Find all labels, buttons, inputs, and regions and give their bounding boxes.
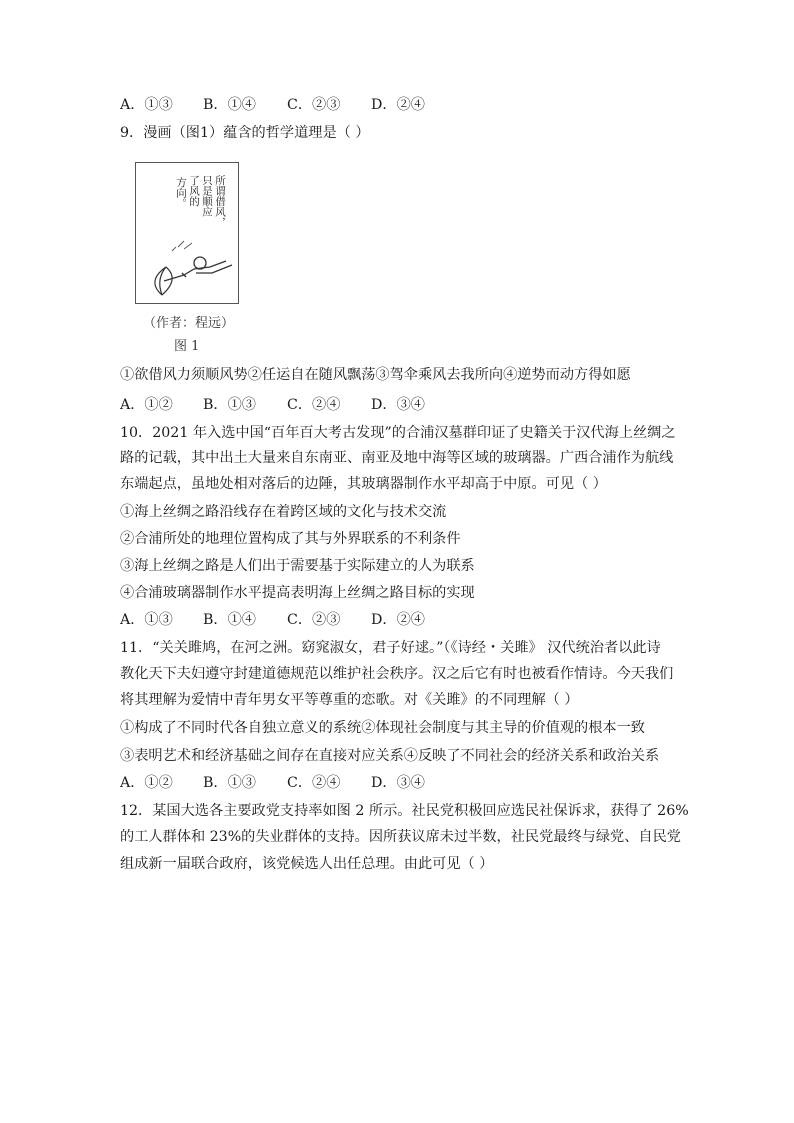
flying-person-icon — [182, 257, 232, 277]
option-d: D．③④ — [371, 775, 425, 791]
option-b: B．①③ — [203, 775, 256, 791]
option-d: D．②④ — [371, 97, 425, 113]
option-c: C．②③ — [287, 612, 341, 628]
option-d: D．②④ — [371, 612, 425, 628]
q10-stem-line-2: 路的记载，其中出土大量来自东南亚、南亚及地中海等区域的玻璃器。广西合浦作为航线 — [120, 450, 674, 466]
q9-items: ①欲借风力须顺风势②任运自在随风飘荡③驾伞乘风去我所向④逆势而动方得如愿 — [120, 367, 631, 383]
q11-items-line-1: ①构成了不同时代各自独立意义的系统②体现社会制度与其主导的价值观的根本一致 — [120, 720, 645, 736]
q10-options — [120, 610, 425, 630]
cartoon-drawing — [136, 163, 238, 303]
q9-options — [120, 395, 425, 415]
q11-stem-line-1: 11．“关关雎鸠，在河之洲。窈窕淑女，君子好逑。”（《诗经・关雎》 汉代统治者以此诗 — [120, 640, 661, 656]
option-d: D．③④ — [371, 397, 425, 413]
cartoon-text-col-1: 所谓借风， — [214, 175, 226, 228]
q9-stem: 9．漫画（图1）蕴含的哲学道理是（ ） — [120, 125, 370, 141]
option-a: A．①② — [120, 397, 173, 413]
option-c: C．②④ — [287, 775, 341, 791]
option-c: C．②④ — [287, 397, 341, 413]
option-b: B．①③ — [203, 397, 256, 413]
q8-options — [120, 95, 425, 115]
option-a: A．①③ — [120, 97, 173, 113]
q12-stem-line-3: 组成新一届联合政府，该党候选人出任总理。由此可见（ ） — [120, 856, 494, 872]
cartoon-text-col-3: 了风的 — [188, 175, 200, 207]
option-b: B．①④ — [203, 612, 256, 628]
cartoon-text-col-4: 方向。 — [175, 177, 187, 209]
cartoon-text-col-2: 只是顺应 — [201, 175, 213, 217]
q12-stem-line-1: 12．某国大选各主要政党支持率如图 2 所示。社民党积极回应选民社保诉求，获得了 26% — [120, 803, 689, 819]
q10-item-2: ②合浦所处的地理位置构成了其与外界联系的不利条件 — [120, 531, 461, 547]
q11-items-line-2: ③表明艺术和经济基础之间存在直接对应关系④反映了不同社会的经济关系和政治关系 — [120, 748, 660, 764]
cartoon-figure — [135, 162, 239, 304]
q11-stem-line-3: 将其理解为爱情中青年男女平等尊重的恋歌。对《关雎》的不同理解（ ） — [120, 692, 579, 708]
q10-item-1: ①海上丝绸之路沿线存在着跨区域的文化与技术交流 — [120, 504, 447, 520]
q11-stem-line-2: 教化天下夫妇遵守封建道德规范以维护社会秩序。汉之后它有时也被看作情诗。今天我们 — [120, 666, 674, 682]
wind-lines-icon — [172, 241, 192, 251]
cartoon-author: （作者：程远） — [143, 316, 235, 331]
q10-stem-line-3: 东端起点，虽地处相对落后的边陲，其玻璃器制作水平却高于中原。可见（ ） — [120, 476, 607, 492]
option-c: C．②③ — [287, 97, 341, 113]
q11-options — [120, 773, 425, 793]
q10-stem-line-1: 10．2021 年入选中国“百年百大考古发现”的合浦汉墓群印证了史籍关于汉代海上丝绸之 — [120, 425, 676, 441]
q10-item-4: ④合浦玻璃器制作水平提高表明海上丝绸之路目标的实现 — [120, 585, 475, 601]
option-b: B．①④ — [203, 97, 256, 113]
figure-1-label: 图 1 — [174, 339, 200, 354]
umbrella-icon — [155, 267, 184, 295]
option-a: A．①③ — [120, 612, 173, 628]
option-a: A．①② — [120, 775, 173, 791]
q10-item-3: ③海上丝绸之路是人们出于需要基于实际建立的人为联系 — [120, 558, 475, 574]
q12-stem-line-2: 的工人群体和 23%的失业群体的支持。因所获议席未过半数，社民党最终与绿党、自民党 — [120, 829, 681, 845]
